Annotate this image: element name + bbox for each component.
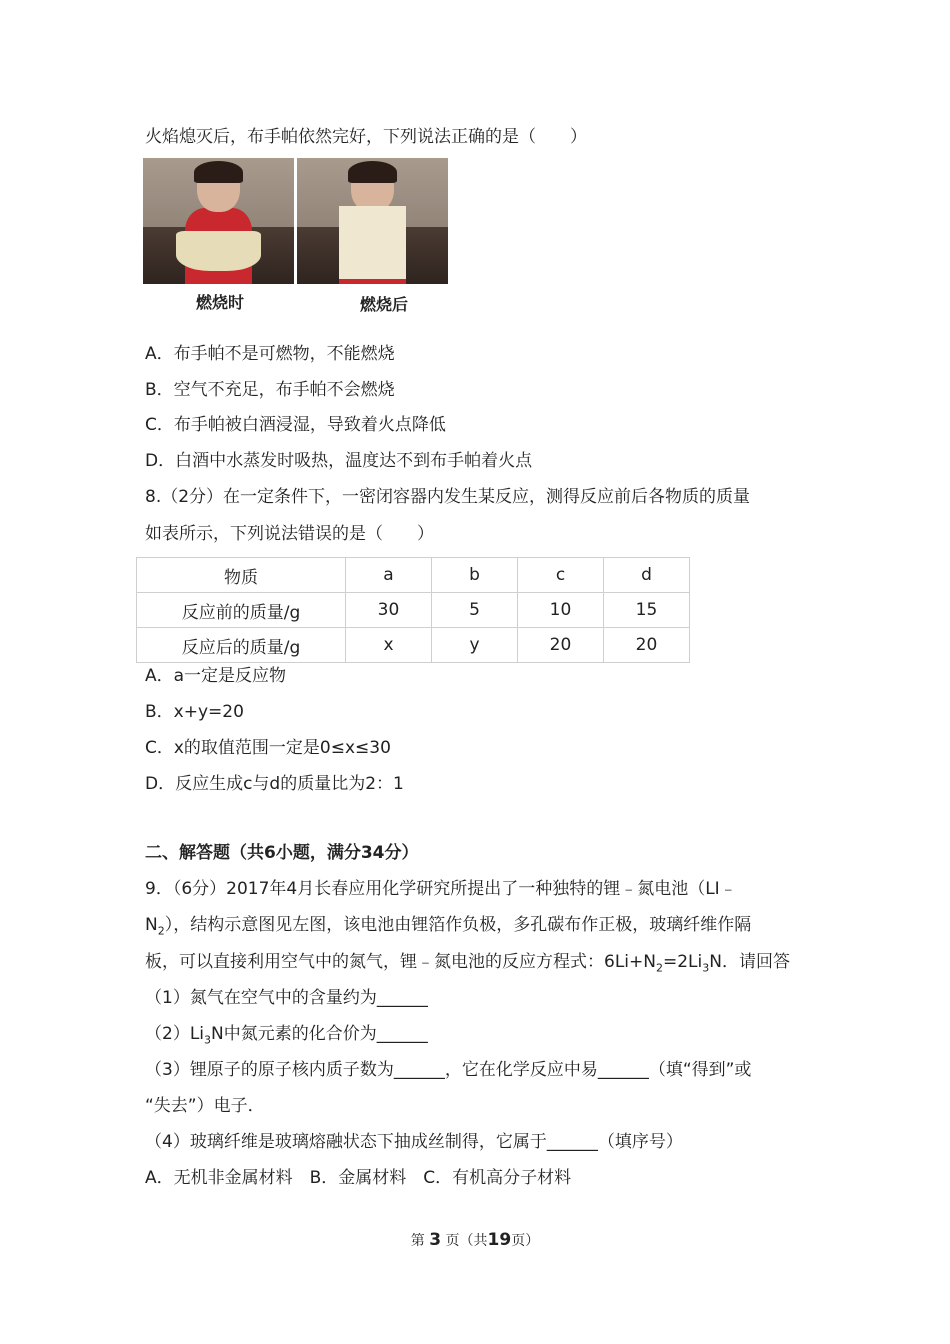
table-header-cell: a <box>346 558 432 593</box>
q9-line3-part: N．请回答 <box>709 952 790 972</box>
q8-option-a: A．a一定是反应物 <box>145 666 287 686</box>
q9-sub3-line2: “失去”）电子． <box>145 1096 265 1116</box>
table-cell: 20 <box>604 628 690 663</box>
page-footer <box>0 1230 950 1250</box>
mass-table <box>136 557 690 663</box>
q9-line3-part: =2Li <box>662 952 703 972</box>
q8-stem-line2: 如表所示，下列说法错误的是（ ） <box>145 524 434 544</box>
table-cell: 5 <box>432 593 518 628</box>
table-cell: 10 <box>518 593 604 628</box>
table-row <box>137 628 690 663</box>
q9-sub2-part: N中氮元素的化合价为______ <box>211 1024 428 1044</box>
q9-sub4: （4）玻璃纤维是玻璃熔融状态下抽成丝制得，它属于______（填序号） <box>145 1132 683 1152</box>
q7-photos <box>143 158 461 286</box>
q9-line2-part: N <box>145 915 158 935</box>
caption-after: 燃烧后 <box>360 295 409 314</box>
table-cell: 反应后的质量/g <box>137 628 346 663</box>
q9-sub1: （1）氮气在空气中的含量约为______ <box>145 988 428 1008</box>
q7-stem: 火焰熄灭后，布手帕依然完好，下列说法正确的是（ ） <box>145 127 587 147</box>
page-total: 19 <box>487 1230 512 1250</box>
caption-burning: 燃烧时 <box>196 293 245 312</box>
table-header-cell: c <box>518 558 604 593</box>
q9-line3 <box>145 951 790 979</box>
q8-stem-line1: 8.（2分）在一定条件下，一密闭容器内发生某反应，测得反应前后各物质的质量 <box>145 487 751 507</box>
q9-sub2-part: （2）Li <box>145 1024 205 1044</box>
footer-text: 页） <box>511 1233 540 1249</box>
table-cell: 30 <box>346 593 432 628</box>
table-cell: 15 <box>604 593 690 628</box>
table-header-cell: d <box>604 558 690 593</box>
q9-sub2 <box>145 1023 428 1051</box>
q9-choices: A．无机非金属材料 B．金属材料 C．有机高分子材料 <box>145 1168 572 1188</box>
subscript: 3 <box>204 1033 212 1047</box>
q7-option-c: C．布手帕被白酒浸湿，导致着火点降低 <box>145 415 446 435</box>
photo-after-burning <box>297 158 448 284</box>
q8-option-d: D．反应生成c与d的质量比为2：1 <box>145 774 404 794</box>
q9-line1: 9．（6分）2017年4月长春应用化学研究所提出了一种独特的锂﹣氮电池（LI﹣ <box>145 879 737 899</box>
q7-option-a: A．布手帕不是可燃物，不能燃烧 <box>145 344 395 364</box>
q9-sub3-line1: （3）锂原子的原子核内质子数为______，它在化学反应中易______（填“得到”或 <box>145 1060 752 1080</box>
footer-text: 第 <box>410 1233 425 1249</box>
footer-text: 页（共 <box>445 1233 488 1249</box>
q8-option-c: C．x的取值范围一定是0≤x≤30 <box>145 738 391 758</box>
q7-option-d: D．白酒中水蒸发时吸热，温度达不到布手帕着火点 <box>145 451 533 471</box>
table-header-row <box>137 558 690 593</box>
table-cell: y <box>432 628 518 663</box>
page-number: 3 <box>429 1230 442 1250</box>
section-heading: 二、解答题（共6小题，满分34分） <box>145 843 419 863</box>
subscript: 2 <box>655 961 663 975</box>
subscript: 3 <box>702 961 710 975</box>
q9-line3-part: 板，可以直接利用空气中的氮气，锂﹣氮电池的反应方程式：6Li+N <box>145 952 656 972</box>
q9-line2-part: ），结构示意图见左图，该电池由锂箔作负极，多孔碳布作正极，玻璃纤维作隔 <box>164 915 752 935</box>
table-cell: 反应前的质量/g <box>137 593 346 628</box>
table-row <box>137 593 690 628</box>
q9-line2 <box>145 914 751 942</box>
photo-burning <box>143 158 294 284</box>
subscript: 2 <box>157 924 165 938</box>
q8-option-b: B．x+y=20 <box>145 702 244 722</box>
q7-option-b: B．空气不充足，布手帕不会燃烧 <box>145 380 395 400</box>
table-header-cell: 物质 <box>137 558 346 593</box>
table-header-cell: b <box>432 558 518 593</box>
table-cell: 20 <box>518 628 604 663</box>
table-cell: x <box>346 628 432 663</box>
